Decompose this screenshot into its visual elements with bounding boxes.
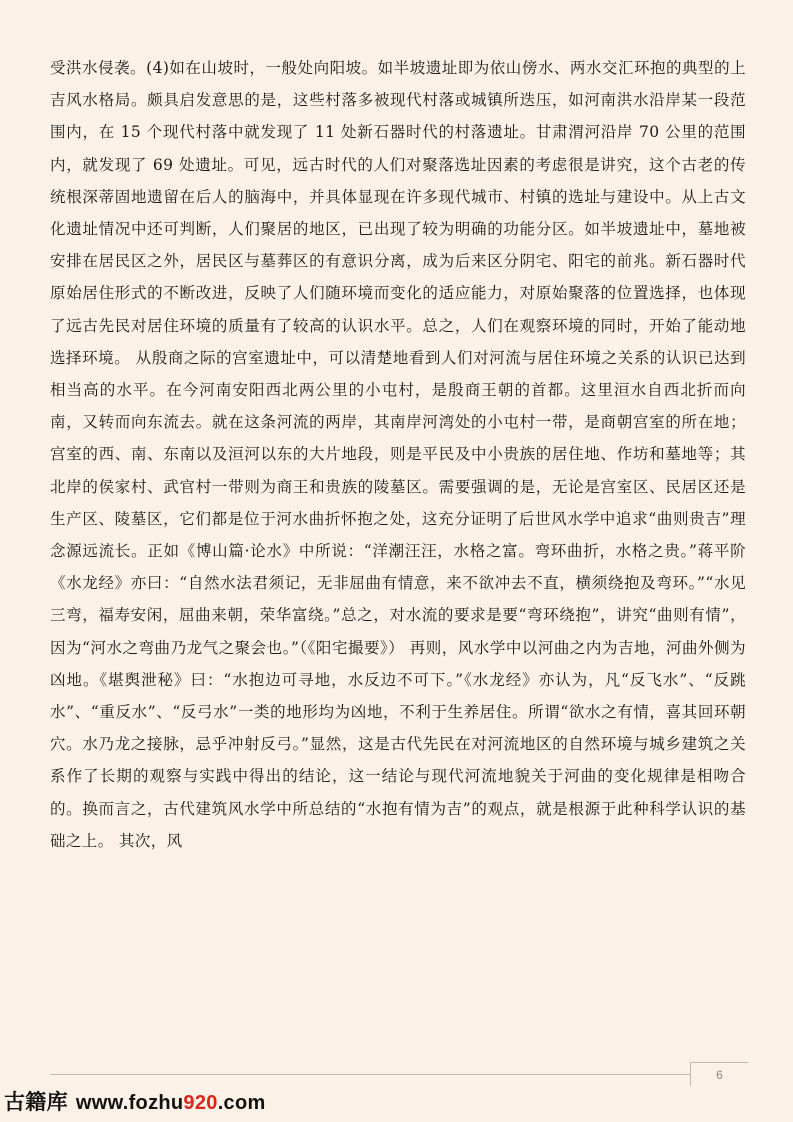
watermark-url-prefix: www.fozhu	[75, 1092, 184, 1114]
watermark-site-name: 古籍库	[4, 1091, 68, 1114]
site-watermark	[4, 1086, 266, 1116]
watermark-url-number: 920	[183, 1092, 218, 1114]
footer-divider	[50, 1074, 690, 1075]
page-number: 6	[690, 1062, 748, 1086]
watermark-url-suffix: .com	[217, 1092, 266, 1114]
body-paragraph: 受洪水侵袭。(4)如在山坡时，一般处向阳坡。如半坡遗址即为依山傍水、两水交汇环抱的典型的上吉风水格局。颇具启发意思的是，这些村落多被现代村落或城镇所迭压，如河南洪水沿岸某一段范围内，在 15 个现代村落中就发现了 11 处新石器时代的村落遗址。甘肃渭河沿岸 70 公里的范围内，就发现了 69 处遗址。可见，远古时代的人们对聚落选址因素的考虑很是讲究，这个古老的传统根深蒂固地遗留在后人的脑海中，并具体显现在许多现代城市、村镇的选址与建设中。从上古文化遗址情况中还可判断，人们聚居的地区，已出现了较为明确的功能分区。如半坡遗址中，墓地被安排在居民区之外，居民区与墓葬区的有意识分离，成为后来区分阴宅、阳宅的前兆。新石器时代原始居住形式的不断改进，反映了人们随环境而变化的适应能力，对原始聚落的位置选择，也体现了远古先民对居住环境的质量有了较高的认识水平。总之，人们在观察环境的同时，开始了能动地选择环境。 从殷商之际的宫室遗址中，可以清楚地看到人们对河流与居住环境之关系的认识已达到相当高的水平。在今河南安阳西北两公里的小屯村，是殷商王朝的首都。这里洹水自西北折而向南，又转而向东流去。就在这条河流的两岸，其南岸河湾处的小屯村一带，是商朝宫室的所在地；宫室的西、南、东南以及洹河以东的大片地段，则是平民及中小贵族的居住地、作坊和墓地等；其北岸的侯家村、武官村一带则为商王和贵族的陵墓区。需要强调的是，无论是宫室区、民居区还是生产区、陵墓区，它们都是位于河水曲折怀抱之处，这充分证明了后世风水学中追求“曲则贵吉”理念源远流长。正如《博山篇·论水》中所说：“洋潮汪汪，水格之富。弯环曲折，水格之贵。”蒋平阶《水龙经》亦曰：“自然水法君须记，无非屈曲有情意，来不欲冲去不直，横须绕抱及弯环。”“水见三弯，福寿安闲，屈曲来朝，荣华富绕。”总之，对水流的要求是要“弯环绕抱”，讲究“曲则有情”，因为“河水之弯曲乃龙气之聚会也。”（《阳宅撮要》） 再则，风水学中以河曲之内为吉地，河曲外侧为凶地。《堪舆泄秘》曰：“水抱边可寻地，水反边不可下。”《水龙经》亦认为，凡“反飞水”、“反跳水”、“重反水”、“反弓水”一类的地形均为凶地，不利于生养居住。所谓“欲水之有情，喜其回环朝穴。水乃龙之接脉，忌乎冲射反弓。”显然，这是古代先民在对河流地区的自然环境与城乡建筑之关系作了长期的观察与实践中得出的结论，这一结论与现代河流地貌关于河曲的变化规律是相吻合的。换而言之，古代建筑风水学中所总结的“水抱有情为吉”的观点，就是根源于此种科学认识的基础之上。 其次，风	[50, 59, 746, 850]
body-text-block	[50, 52, 746, 857]
